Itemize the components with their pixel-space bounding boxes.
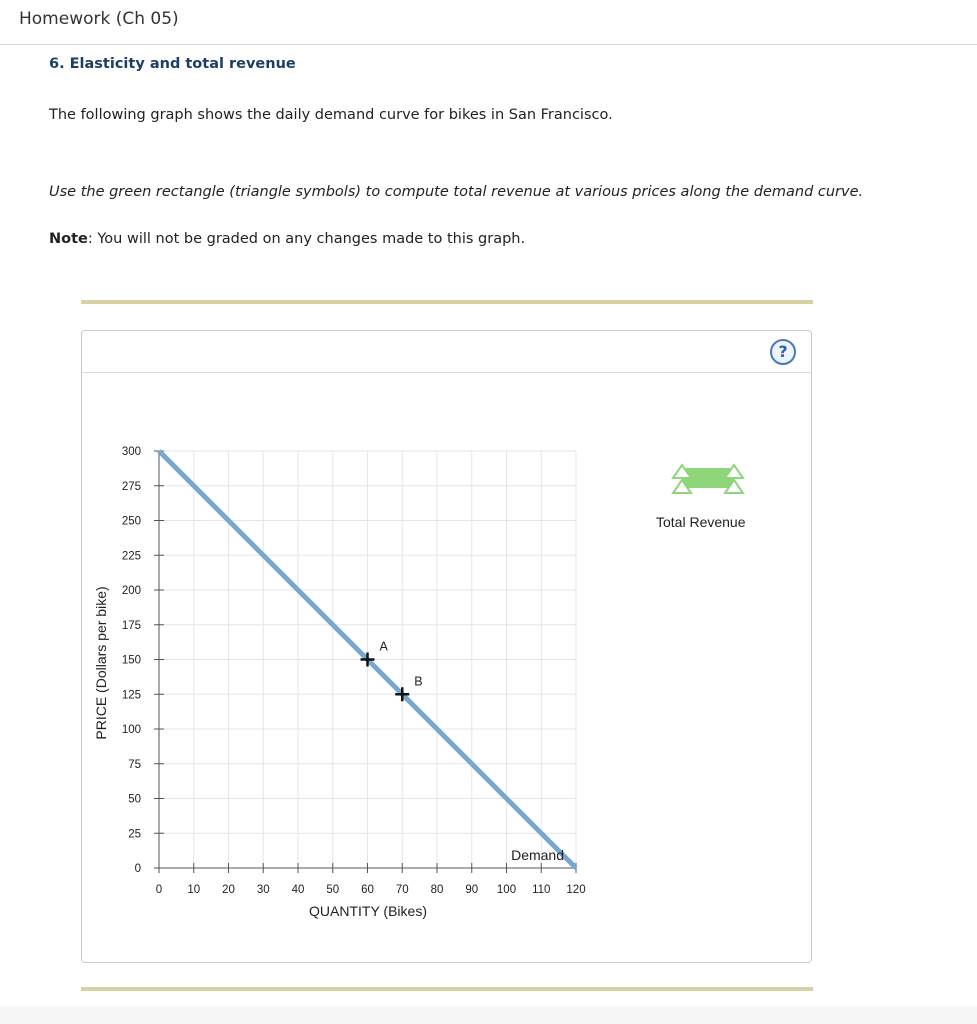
x-tick-label: 20 [222,884,235,896]
point-label: A [379,639,388,654]
assignment-title: Homework (Ch 05) [19,9,179,29]
x-tick-label: 40 [291,884,305,896]
y-tick-label: 175 [121,619,141,632]
page-footer-shade [0,1006,977,1024]
y-tick-label: 300 [121,446,141,458]
question-title: 6. Elasticity and total revenue [49,56,296,72]
x-tick-label: 70 [395,884,409,896]
y-tick-label: 275 [121,480,141,493]
x-tick-label: 100 [496,884,517,896]
page-header [0,0,977,45]
x-tick-label: 50 [326,884,340,896]
x-tick-label: 80 [430,884,444,896]
x-tick-label: 90 [465,884,479,896]
question-intro: The following graph shows the daily demand curve for bikes in San Francisco. [49,107,613,123]
y-tick-label: 100 [121,724,141,736]
y-tick-label: 0 [134,863,141,875]
y-tick-label: 75 [128,758,141,771]
y-tick-label: 225 [121,550,141,563]
graph-panel-toolbar [82,331,811,373]
y-axis-label: PRICE (Dollars per bike) [93,586,109,740]
note-label: Note [49,231,88,247]
y-tick-label: 125 [121,689,141,702]
y-tick-label: 200 [121,585,141,597]
question-instruction: Use the green rectangle (triangle symbols) to compute total revenue at various prices along the demand curve. [49,184,864,200]
total-revenue-label: Total Revenue [656,514,746,530]
x-tick-label: 60 [361,884,374,896]
y-tick-label: 25 [128,828,141,841]
x-tick-label: 10 [187,884,201,896]
x-tick-label: 110 [532,884,551,896]
divider-top [81,300,813,304]
point-label: B [414,674,423,689]
y-tick-label: 150 [121,654,141,667]
demand-curve-label: Demand [511,847,564,863]
x-tick-label: 120 [566,884,586,896]
x-tick-label: 30 [256,884,270,896]
divider-bottom [81,987,813,991]
question-note [49,231,525,247]
x-axis-label: QUANTITY (Bikes) [309,903,427,919]
y-tick-label: 50 [128,793,141,806]
help-circle-icon[interactable]: ? [770,339,796,365]
note-text: : You will not be graded on any changes made to this graph. [87,231,526,247]
y-tick-label: 250 [121,515,141,528]
graph-panel [81,330,812,963]
x-tick-label: 0 [155,884,163,896]
